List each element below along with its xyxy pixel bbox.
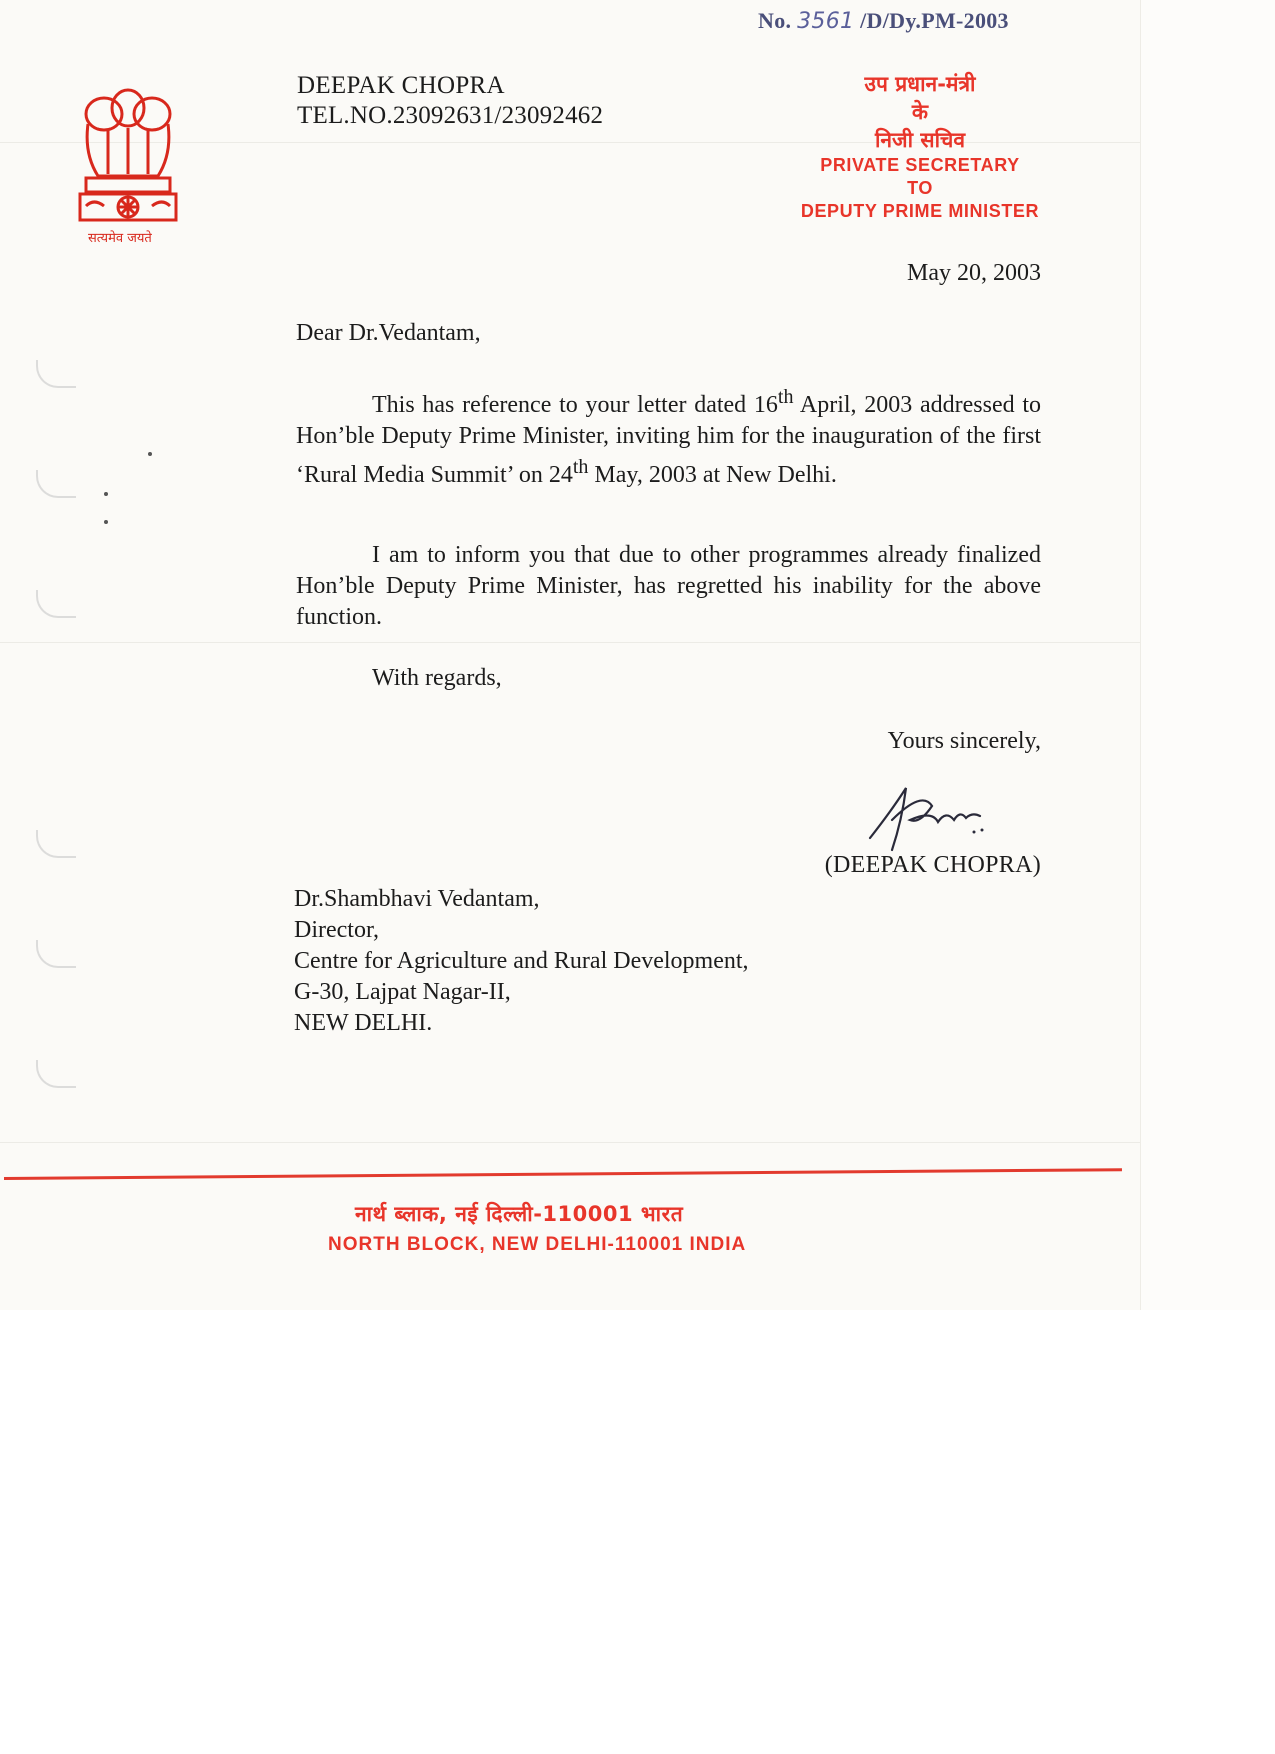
fold-line — [0, 1142, 1140, 1143]
emblem-motto: सत्यमेव जयते — [88, 231, 152, 246]
body-paragraph-2 — [296, 540, 1041, 633]
reference-prefix: No. — [758, 8, 792, 33]
recipient-name: Dr.Shambhavi Vedantam, — [294, 886, 540, 912]
punch-hole-mark — [36, 1060, 76, 1088]
regards-line: With regards, — [372, 665, 502, 691]
footer-address-english: NORTH BLOCK, NEW DELHI-110001 INDIA — [328, 1234, 747, 1255]
office-hindi-line-1: उप प्रधान-मंत्री — [864, 72, 976, 96]
office-designation-block — [770, 70, 1070, 223]
signer-name: (DEEPAK CHOPRA) — [824, 852, 1041, 878]
reference-number: 3561 — [797, 9, 855, 34]
scan-speck — [148, 452, 152, 456]
recipient-organisation: Centre for Agriculture and Rural Development, — [294, 948, 749, 974]
office-english-line-2: TO — [907, 178, 933, 198]
office-hindi-line-2: के — [911, 100, 929, 124]
paragraph-1-text-b: April, 2003 addressed to Hon’ble Deputy Prime Minister, inviting him for the inauguration of the first ‘Rural Media Summit’ on 24 — [296, 392, 1041, 488]
body-paragraph-1 — [296, 382, 1041, 491]
paragraph-1-text-c: May, 2003 at New Delhi. — [588, 462, 837, 488]
recipient-city: NEW DELHI. — [294, 1010, 433, 1036]
punch-hole-mark — [36, 360, 76, 388]
salutation: Dear Dr.Vedantam, — [296, 320, 481, 346]
sender-name: DEEPAK CHOPRA — [297, 72, 505, 99]
office-hindi-line-3: निजी सचिव — [874, 128, 966, 152]
paragraph-2-text: I am to inform you that due to other programmes already finalized Hon’ble Deputy Prime Minister, has regretted his inability for the above function. — [296, 542, 1041, 630]
punch-hole-mark — [36, 940, 76, 968]
recipient-address-line: G-30, Lajpat Nagar-II, — [294, 979, 511, 1005]
punch-hole-mark — [36, 590, 76, 618]
office-english-line-3: DEPUTY PRIME MINISTER — [800, 201, 1040, 221]
recipient-title: Director, — [294, 917, 379, 943]
blank-scan-area — [0, 1310, 1275, 1754]
punch-hole-mark — [36, 830, 76, 858]
superscript-ordinal: th — [777, 386, 794, 408]
fold-line — [0, 642, 1140, 643]
scan-speck — [104, 520, 108, 524]
letter-date: May 20, 2003 — [907, 260, 1041, 286]
paragraph-1-text-a: This has reference to your letter dated 16 — [372, 392, 778, 418]
footer-address-hindi: नार्थ ब्लाक, नई दिल्ली-110001 भारत — [355, 1202, 684, 1226]
punch-hole-mark — [36, 470, 76, 498]
recipient-address-block — [294, 884, 749, 1039]
office-english-line-1: PRIVATE SECRETARY — [820, 155, 1020, 175]
scan-speck — [104, 492, 108, 496]
superscript-ordinal: th — [572, 456, 589, 478]
sender-telephone: TEL.NO.23092631/23092462 — [297, 102, 604, 129]
closing-line: Yours sincerely, — [887, 728, 1041, 754]
reference-suffix: /D/Dy.PM-2003 — [860, 8, 1009, 33]
handwritten-signature — [862, 780, 1002, 860]
reference-number-stamp — [758, 8, 1009, 34]
